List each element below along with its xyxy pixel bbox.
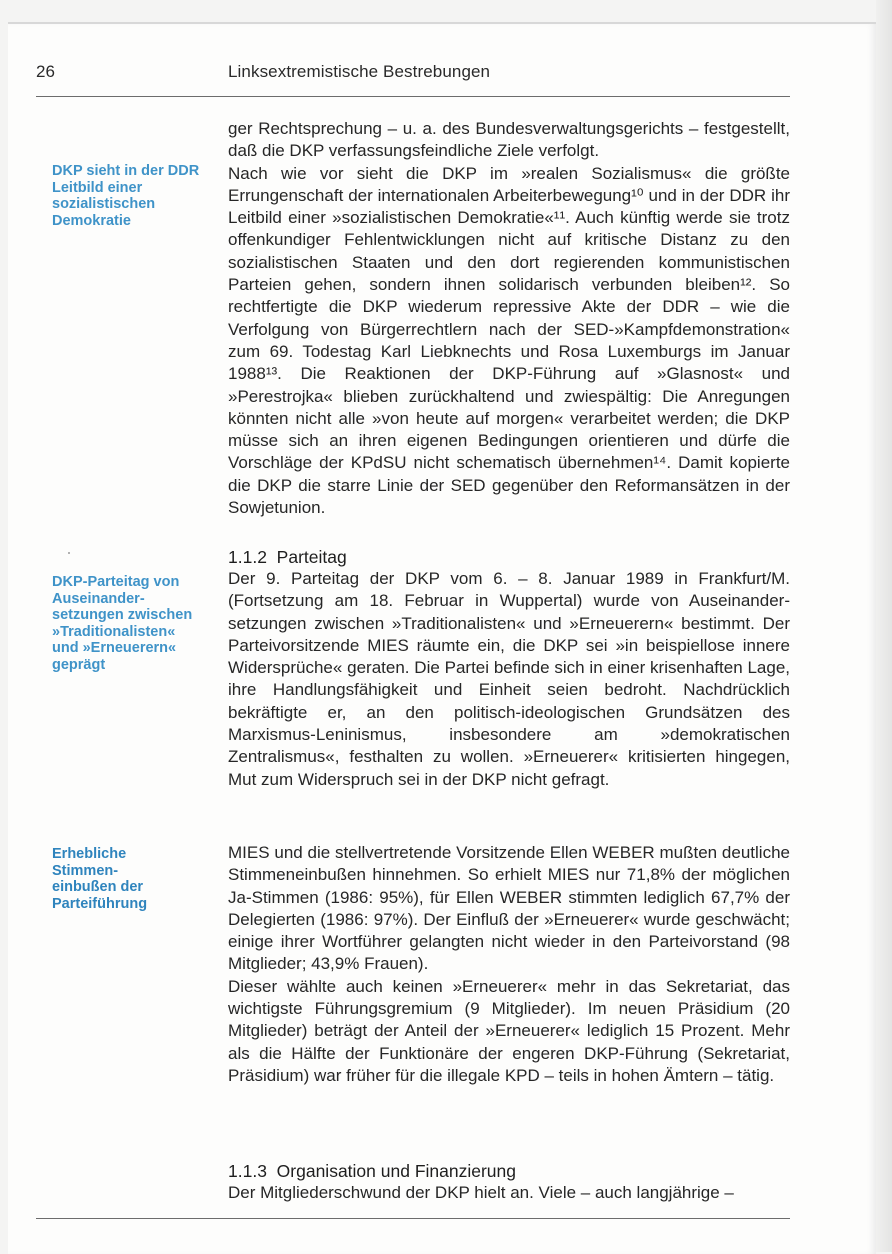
heading-number: 1.1.2 bbox=[228, 547, 267, 567]
body-block-3 bbox=[228, 842, 790, 1087]
body-block-1 bbox=[228, 118, 790, 519]
body-block-4 bbox=[228, 1182, 790, 1204]
paragraph-stimmeneinbussen: MIES und die stellvertretende Vorsitzende Ellen WEBER mußten deutliche Stimmeneinbußen hinnehmen. So erhielt MIES nur 71,8% der möglichen Ja-Stimmen (1986: 95%), für Ellen WEBER stimmten lediglich 67,7% der Delegierten (1986: 97%). Der Einfluß der »Erneuerer« wurde geschwächt; einige ihrer Wortführer gelangten nicht wieder in den Parteivorstand (98 Mitglieder; 43,9% Frauen). bbox=[228, 843, 790, 974]
heading-1-1-3 bbox=[228, 1160, 790, 1182]
scan-mark bbox=[68, 552, 70, 554]
heading-title: Parteitag bbox=[276, 547, 347, 567]
paragraph-parteitag: Der 9. Parteitag der DKP vom 6. – 8. Januar 1989 in Frankfurt/M. (Fortsetzung am 18. Februar in Wuppertal) wurde von Auseinandersetzungen zwischen »Traditionalisten« und »Erneuerern« bestimmt. Der Parteivorsitzende MIES räumte ein, die DKP sei »in beispiellose innere Widersprüche« geraten. Die Partei befinde sich in einer krisenhaften Lage, ihre Handlungsfähigkeit und Einheit seien bedroht. Nachdrücklich bekräftigte er, an den politisch-ideologischen Grundsätzen des Marxismus-Leninismus, insbesondere am »demokratischen Zentralismus«, festhalten zu wollen. »Erneuerer« kritisierten hingegen, Mut zum Widerspruch sei in der DKP nicht gefragt. bbox=[228, 569, 790, 789]
side-note-parteitag: DKP-Parteitag von Auseinandersetzungen zwischen »Traditionalisten« und »Erneuerern« geprägt bbox=[52, 574, 193, 673]
paragraph-ddr-leitbild: Nach wie vor sieht die DKP im »realen Sozialismus« die größte Errungenschaft der internationalen Arbeiterbewegung¹⁰ und in der DDR ihr Leitbild einer »sozialistischen Demokratie«¹¹. Auch künftig werde sie trotz offenkundiger Fehlentwicklungen nicht auf kritische Distanz zu den sozialistischen Staaten und den dort regierenden kommunistischen Parteien gehen, sondern ihnen solidarisch verbunden bleiben¹². So rechtfertigte die DKP wiederum repressive Akte der DDR – wie die Verfolgung von Bürgerrechtlern nach der SED-»Kampfdemonstration« zum 69. Todestag Karl Liebknechts und Rosa Luxemburgs im Januar 1988¹³. Die Reaktionen der DKP-Führung auf »Glasnost« und »Perestrojka« blieben zurückhaltend und zwiespältig: Die Anregungen könnten nicht alle »von heute auf morgen« verarbeitet werden; die DKP müsse sich an ihren eigenen Bedingungen orientieren und dürfe die Vorschläge der KPdSU nicht schematisch übernehmen¹⁴. Damit kopierte die DKP die starre Linie der SED gegenüber den Reformansätzen in der Sowjetunion. bbox=[228, 163, 790, 518]
paragraph-continuation: ger Rechtsprechung – u. a. des Bundesverwaltungsgerichts – festgestellt, daß die DKP verfassungsfeindliche Ziele verfolgt. bbox=[228, 119, 790, 161]
footer-rule bbox=[36, 1218, 790, 1219]
heading-title: Organisation und Finanzierung bbox=[276, 1161, 516, 1181]
paragraph-sekretariat: Dieser wählte auch keinen »Erneuerer« mehr in das Sekretariat, das wichtigste Führungsgremium (9 Mitglieder). Im neuen Präsidium (20 Mitglieder) beträgt der Anteil der »Erneuerer« lediglich 15 Prozent. Mehr als die Hälfte der Funktionäre der engeren DKP-Führung (Sekretariat, Präsidium) war früher für die illegale KPD – teils in hohen Ämtern – tätig. bbox=[228, 976, 790, 1085]
header-rule bbox=[36, 96, 790, 97]
page-edge-shadow bbox=[876, 0, 892, 1252]
heading-number: 1.1.3 bbox=[228, 1161, 267, 1181]
side-note-stimmeneinbussen: Erhebliche Stimmeneinbußen der Parteiführung bbox=[52, 846, 148, 912]
body-block-2 bbox=[228, 568, 790, 791]
heading-1-1-2 bbox=[228, 546, 790, 568]
page-number: 26 bbox=[36, 62, 55, 81]
side-note-ddr-leitbild: DKP sieht in der DDR Leitbild einer sozialistischen Demokratie bbox=[52, 163, 200, 229]
paragraph-mitgliederschwund: Der Mitgliederschwund der DKP hielt an. Viele – auch langjährige – bbox=[228, 1183, 734, 1202]
running-title: Linksextremistische Bestrebungen bbox=[228, 62, 491, 81]
